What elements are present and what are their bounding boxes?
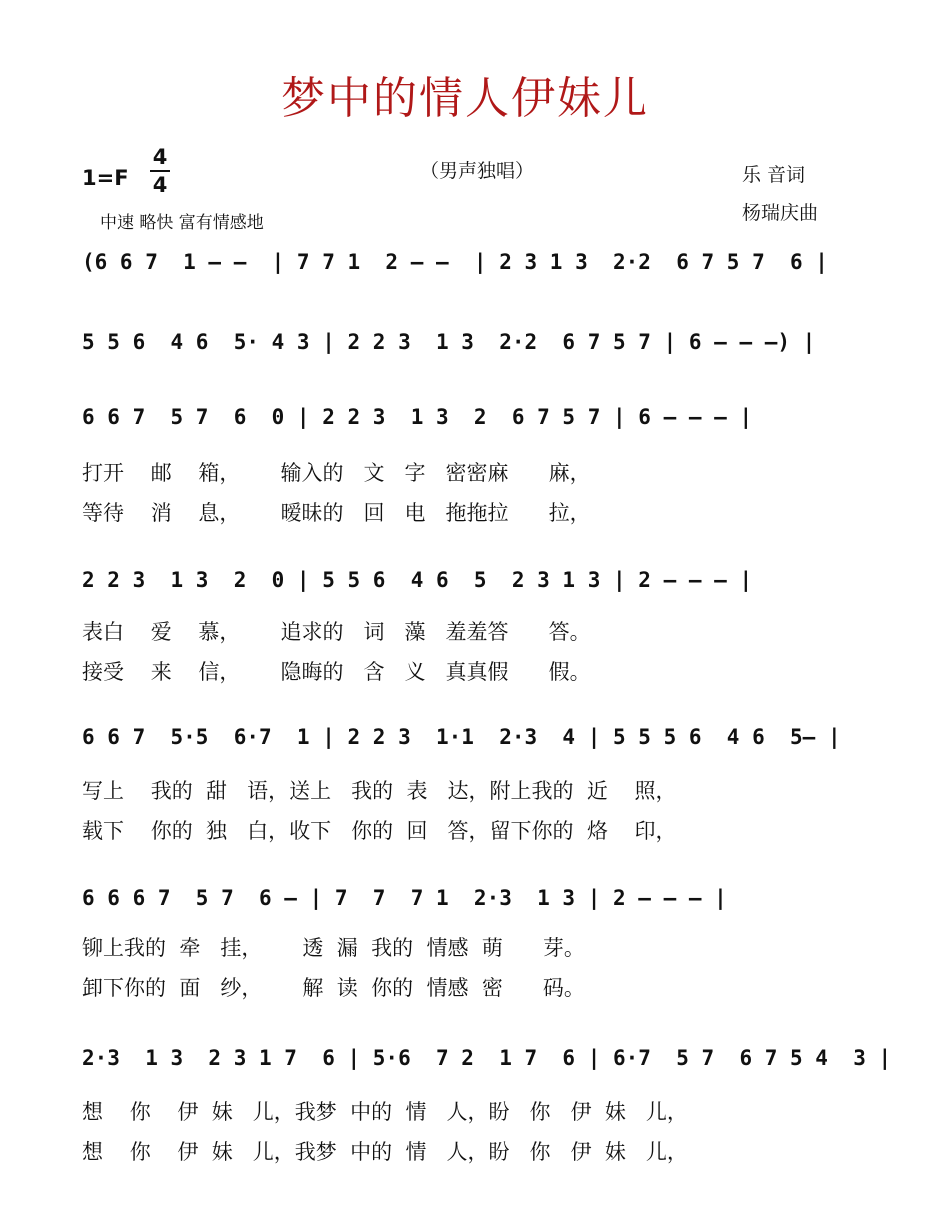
time-signature (150, 146, 170, 196)
composer-credit: 杨瑞庆曲 (742, 202, 819, 224)
key-signature: 1=F (82, 166, 129, 190)
meter-top: 4 (152, 145, 168, 169)
lyric-verse-2: 接受 来 信， 隐晦的 含 义 真真假 假。 (82, 660, 591, 684)
lyric-verse-1: 打开 邮 箱， 输入的 文 字 密密麻 麻， (82, 461, 591, 485)
lyricist-credit: 乐 音词 (742, 164, 806, 186)
system-notes: 5 5 6 4 6 5· 4 3 | 2 2 3 1 3 2·2 6 7 5 7 | 6 — — —) | (82, 330, 816, 354)
lyric-verse-1: 铆上我的 牵 挂， 透 漏 我的 情感 萌 芽。 (82, 936, 585, 960)
system-notes: 2 2 3 1 3 2 0 | 5 5 6 4 6 5 2 3 1 3 | 2 — — — | (82, 568, 753, 592)
system-notes: 6 6 7 5 7 6 0 | 2 2 3 1 3 2 6 7 5 7 | 6 — — — | (82, 405, 753, 429)
system-notes: 6 6 7 5·5 6·7 1 | 2 2 3 1·1 2·3 4 | 5 5 5 6 4 6 5— | (82, 725, 841, 749)
meter-divider (150, 170, 170, 172)
lyric-verse-2: 等待 消 息， 暧昧的 回 电 拖拖拉 拉， (82, 501, 591, 525)
meter-bottom: 4 (152, 173, 168, 197)
lyric-verse-2: 想 你 伊 妹 儿，我梦 中的 情 人，盼 你 伊 妹 儿， (82, 1140, 688, 1164)
song-title: 梦中的情人伊妹儿 (281, 73, 649, 124)
lyric-verse-2: 卸下你的 面 纱， 解 读 你的 情感 密 码。 (82, 976, 585, 1000)
lyric-verse-1: 写上 我的 甜 语，送上 我的 表 达，附上我的 近 照， (82, 779, 677, 803)
lyric-verse-1: 想 你 伊 妹 儿，我梦 中的 情 人，盼 你 伊 妹 儿， (82, 1100, 688, 1124)
system-notes: 6 6 6 7 5 7 6 — | 7 7 7 1 2·3 1 3 | 2 — — — | (82, 886, 727, 910)
performance-note: （男声独唱） (420, 160, 535, 182)
lyric-verse-2: 载下 你的 独 白，收下 你的 回 答，留下你的 烙 印， (82, 819, 677, 843)
lyric-verse-1: 表白 爱 慕， 追求的 词 藻 羞羞答 答。 (82, 620, 591, 644)
system-notes: 2·3 1 3 2 3 1 7 6 | 5·6 7 2 1 7 6 | 6·7 5 7 6 7 5 4 3 | (82, 1046, 892, 1070)
system-notes: (6 6 7 1 — — | 7 7 1 2 — — | 2 3 1 3 2·2 6 7 5 7 6 | (82, 250, 828, 274)
tempo-marking: 中速 略快 富有情感地 (100, 213, 264, 233)
